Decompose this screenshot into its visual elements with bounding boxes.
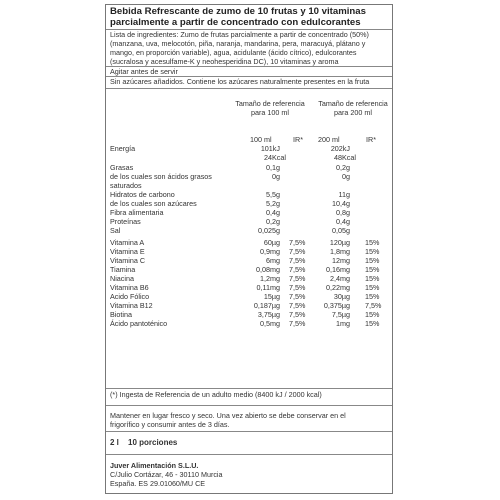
vitamin-value-200: 7,5µg: [331, 310, 350, 319]
vitamin-value-100: 0,187µg: [253, 301, 280, 310]
nutrient-value-100: 0,4g: [266, 208, 280, 217]
vitamin-value-200: 120µg: [329, 238, 350, 247]
energy-kj-100: 101kJ: [260, 144, 280, 153]
vitamin-ir-200: 15%: [365, 238, 380, 247]
sugar-statement: [110, 77, 392, 86]
energy-kcal-100: 24Kcal: [264, 153, 286, 162]
nutrient-value-100: 0,2g: [266, 217, 280, 226]
vitamin-label: Tiamina: [110, 265, 136, 274]
shake-text: Agitar antes de servir: [110, 67, 178, 76]
ref-200-line: para 200 ml: [334, 108, 372, 117]
vitamin-ir-100: 7,5%: [289, 319, 306, 328]
nutrient-label: Proteínas: [110, 217, 141, 226]
vitamin-label: Acido Fólico: [110, 292, 150, 301]
vitamin-ir-100: 7,5%: [289, 238, 306, 247]
vitamin-value-200: 1mg: [336, 319, 350, 328]
vitamin-value-100: 0,5mg: [260, 319, 280, 328]
vitamin-ir-200: 15%: [365, 283, 380, 292]
ref-200-line: Tamaño de referencia: [318, 99, 388, 108]
vitamin-ir-200: 15%: [365, 310, 380, 319]
ref-100-header: [230, 99, 310, 117]
company-name: Juver Alimentación S.L.U.: [110, 461, 199, 470]
ref-100-line: para 100 ml: [251, 108, 289, 117]
vitamin-ir-200: 15%: [365, 256, 380, 265]
vitamin-value-200: 30µg: [333, 292, 350, 301]
ingredients-list: [110, 30, 392, 66]
vitamin-ir-200: 15%: [365, 292, 380, 301]
vitamin-ir-200: 7,5%: [365, 301, 382, 310]
vitamin-ir-100: 7,5%: [289, 292, 306, 301]
vitamin-value-100: 0,11mg: [256, 283, 280, 292]
nutrient-value-200: 0g: [342, 172, 350, 181]
vitamin-ir-100: 7,5%: [289, 247, 306, 256]
title-line-2: parcialmente a partir de concentrado con edulcorantes: [110, 17, 361, 28]
vitamin-label: Vitamina E: [110, 247, 145, 256]
nutrient-value-100: 0,025g: [258, 226, 280, 235]
vitamin-ir-100: 7,5%: [289, 310, 306, 319]
storage-line: frigorífico y consumir antes de 3 días.: [110, 420, 230, 429]
col-100ml: 100 ml: [250, 135, 272, 144]
company-info: [110, 461, 392, 488]
vitamin-value-200: 2,4mg: [330, 274, 350, 283]
vitamin-value-200: 1,8mg: [330, 247, 350, 256]
sugar-text: Sin azúcares añadidos. Contiene los azúcares naturalmente presentes en la fruta: [110, 77, 370, 86]
vitamin-label: Vitamina B6: [110, 283, 149, 292]
vitamin-value-200: 12mg: [332, 256, 350, 265]
vitamin-value-100: 6mg: [266, 256, 280, 265]
vitamin-ir-200: 15%: [365, 274, 380, 283]
nutrient-label: de los cuales son azúcares: [110, 199, 197, 208]
servings: 10 porciones: [128, 438, 178, 447]
vitamin-value-100: 3,75µg: [257, 310, 280, 319]
nutrient-label: de los cuales son ácidos grasos: [110, 172, 212, 181]
divider: [106, 431, 392, 432]
ingredients-line: mango, en proporción variable), agua, acidulante (ácido cítrico), edulcorantes: [110, 48, 357, 57]
nutrient-value-200: 0,8g: [336, 208, 350, 217]
nutrient-value-200: 10,4g: [332, 199, 350, 208]
vitamin-ir-100: 7,5%: [289, 256, 306, 265]
shake-instruction: [110, 67, 392, 76]
nutrition-label: [105, 4, 393, 494]
vitamin-ir-200: 15%: [365, 265, 380, 274]
ingredients-line: (sucralosa y acesulfame-K y neohesperidina DC), 10 vitaminas y aroma: [110, 57, 339, 66]
vitamin-label: Vitamina B12: [110, 301, 153, 310]
divider: [106, 388, 392, 389]
product-title: [110, 6, 392, 28]
nutrient-label: Fibra alimentaria: [110, 208, 164, 217]
nutrient-value-100: 0,1g: [266, 163, 280, 172]
nutrient-label: saturados: [110, 181, 142, 190]
nutrient-value-100: 5,5g: [266, 190, 280, 199]
col-ir-100: IR*: [293, 135, 303, 144]
vitamin-label: Vitamina C: [110, 256, 146, 265]
nutrient-value-100: 5,2g: [266, 199, 280, 208]
vitamin-value-100: 0,9mg: [260, 247, 280, 256]
vitamin-ir-100: 7,5%: [289, 274, 306, 283]
vitamin-value-100: 60µg: [263, 238, 280, 247]
ingredients-line: (manzana, uva, melocotón, piña, naranja, mandarina, pera, maracuyá, plátano y: [110, 39, 366, 48]
vitamin-value-100: 1,2mg: [260, 274, 280, 283]
nutrient-value-200: 0,05g: [332, 226, 350, 235]
vitamin-value-200: 0,16mg: [326, 265, 350, 274]
nutrient-value-200: 0,4g: [336, 217, 350, 226]
energy-label: Energía: [110, 144, 136, 153]
volume: 2 l: [110, 438, 119, 447]
vitamin-label: Biotina: [110, 310, 132, 319]
storage-line: Mantener en lugar fresco y seco. Una vez abierto se debe conservar en el: [110, 411, 346, 420]
vitamin-ir-100: 7,5%: [289, 301, 306, 310]
address-line: C/Julio Cortázar, 46 - 30110 Murcia: [110, 470, 223, 479]
storage-instructions: [110, 411, 392, 429]
vitamin-label: Niacina: [110, 274, 134, 283]
nutrient-value-200: 0,2g: [336, 163, 350, 172]
divider: [106, 405, 392, 406]
vitamin-label: Vitamina A: [110, 238, 145, 247]
nutrient-label: Sal: [110, 226, 121, 235]
nutrient-label: Grasas: [110, 163, 134, 172]
ref-100-line: Tamaño de referencia: [235, 99, 305, 108]
vitamin-value-100: 0,08mg: [256, 265, 280, 274]
vitamin-label: Ácido pantoténico: [110, 319, 168, 328]
col-200ml: 200 ml: [318, 135, 340, 144]
vitamin-value-200: 0,22mg: [326, 283, 350, 292]
energy-kj-200: 202kJ: [330, 144, 350, 153]
vitamin-value-200: 0,375µg: [323, 301, 350, 310]
divider: [106, 88, 392, 89]
divider: [106, 454, 392, 455]
nutrient-value-200: 11g: [338, 190, 350, 199]
energy-kcal-200: 48Kcal: [334, 153, 356, 162]
vitamin-ir-100: 7,5%: [289, 265, 306, 274]
nutrient-value-100: 0g: [272, 172, 280, 181]
vitamin-ir-100: 7,5%: [289, 283, 306, 292]
ingredients-line: Lista de ingredientes: Zumo de frutas parcialmente a partir de concentrado (50%): [110, 30, 369, 39]
ref-200-header: [313, 99, 393, 117]
col-ir-200: IR*: [366, 135, 376, 144]
vitamin-ir-200: 15%: [365, 319, 380, 328]
address-line: España. ES 29.01060/MU CE: [110, 479, 206, 488]
nutrient-label: Hidratos de carbono: [110, 190, 175, 199]
vitamin-ir-200: 15%: [365, 247, 380, 256]
vitamin-value-100: 15µg: [263, 292, 280, 301]
title-line-1: Bebida Refrescante de zumo de 10 frutas y 10 vitaminas: [110, 6, 366, 17]
footnote: (*) Ingesta de Referencia de un adulto medio (8400 kJ / 2000 kcal): [110, 390, 322, 399]
